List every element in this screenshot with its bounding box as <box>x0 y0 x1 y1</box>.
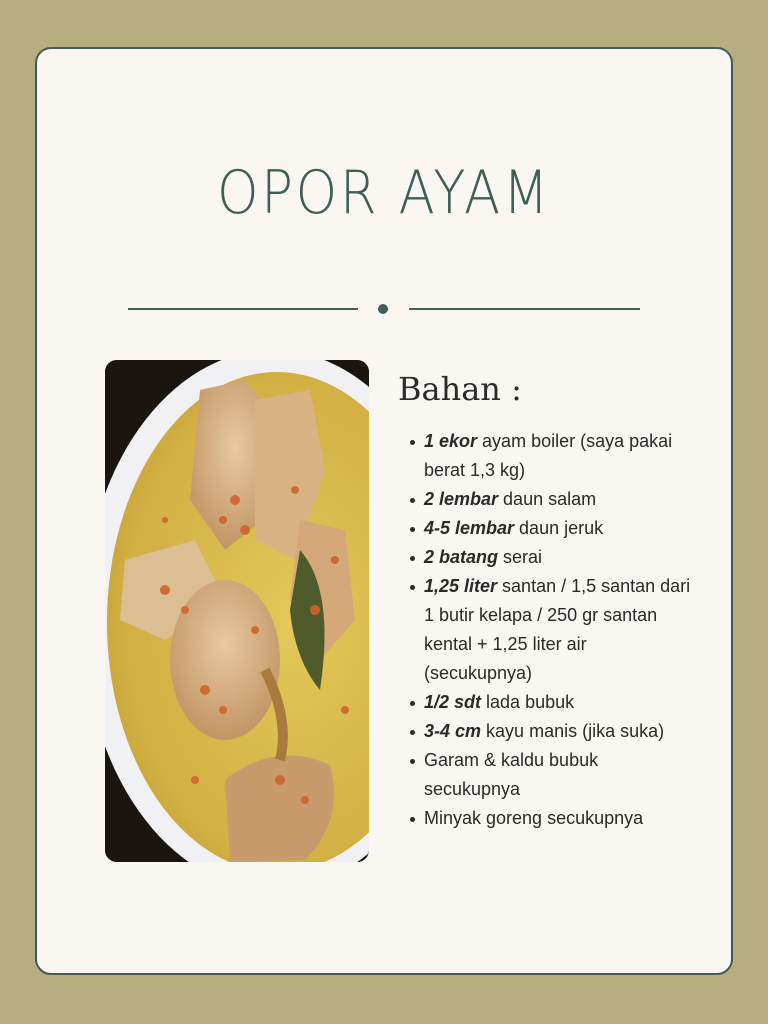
divider-line-left <box>128 308 358 310</box>
recipe-title: OPOR AYAM <box>216 158 552 228</box>
divider-line-right <box>409 308 640 310</box>
ingredient-item <box>408 485 698 514</box>
ingredient-quantity: 1/2 sdt <box>424 692 482 712</box>
dish-photo <box>105 360 369 862</box>
ingredients-heading: Bahan : <box>398 370 522 408</box>
ingredient-quantity: 2 batang <box>424 547 499 567</box>
divider-dot <box>378 304 388 314</box>
ingredient-item <box>408 804 698 833</box>
ingredient-text: daun jeruk <box>514 518 604 538</box>
ingredient-text: Minyak goreng secukupnya <box>424 808 644 828</box>
ingredient-text: serai <box>498 547 543 567</box>
ingredient-item <box>408 543 698 572</box>
ingredient-text: daun salam <box>498 489 597 509</box>
ingredient-quantity: 2 lembar <box>424 489 499 509</box>
ingredient-text: lada bubuk <box>481 692 575 712</box>
ingredient-item <box>408 572 698 688</box>
ingredient-quantity: 4-5 lembar <box>424 518 515 538</box>
ingredient-text: kayu manis (jika suka) <box>481 721 665 741</box>
ingredient-quantity: 1 ekor <box>424 431 478 451</box>
ingredient-quantity: 1,25 liter <box>424 576 498 596</box>
ingredient-text: ayam boiler (saya pakai berat 1,3 kg) <box>424 431 673 480</box>
ingredient-quantity: 3-4 cm <box>424 721 482 741</box>
ingredient-text: Garam & kaldu bubuk secukupnya <box>424 750 599 799</box>
ingredient-item <box>408 688 698 717</box>
ingredient-item <box>408 746 698 804</box>
ingredient-item <box>408 514 698 543</box>
ingredient-text: santan / 1,5 santan dari 1 butir kelapa / 250 gr santan kental + 1,25 liter air (secukupnya) <box>424 576 691 683</box>
ingredient-item <box>408 427 698 485</box>
ingredient-item <box>408 717 698 746</box>
ingredients-list <box>408 427 698 833</box>
